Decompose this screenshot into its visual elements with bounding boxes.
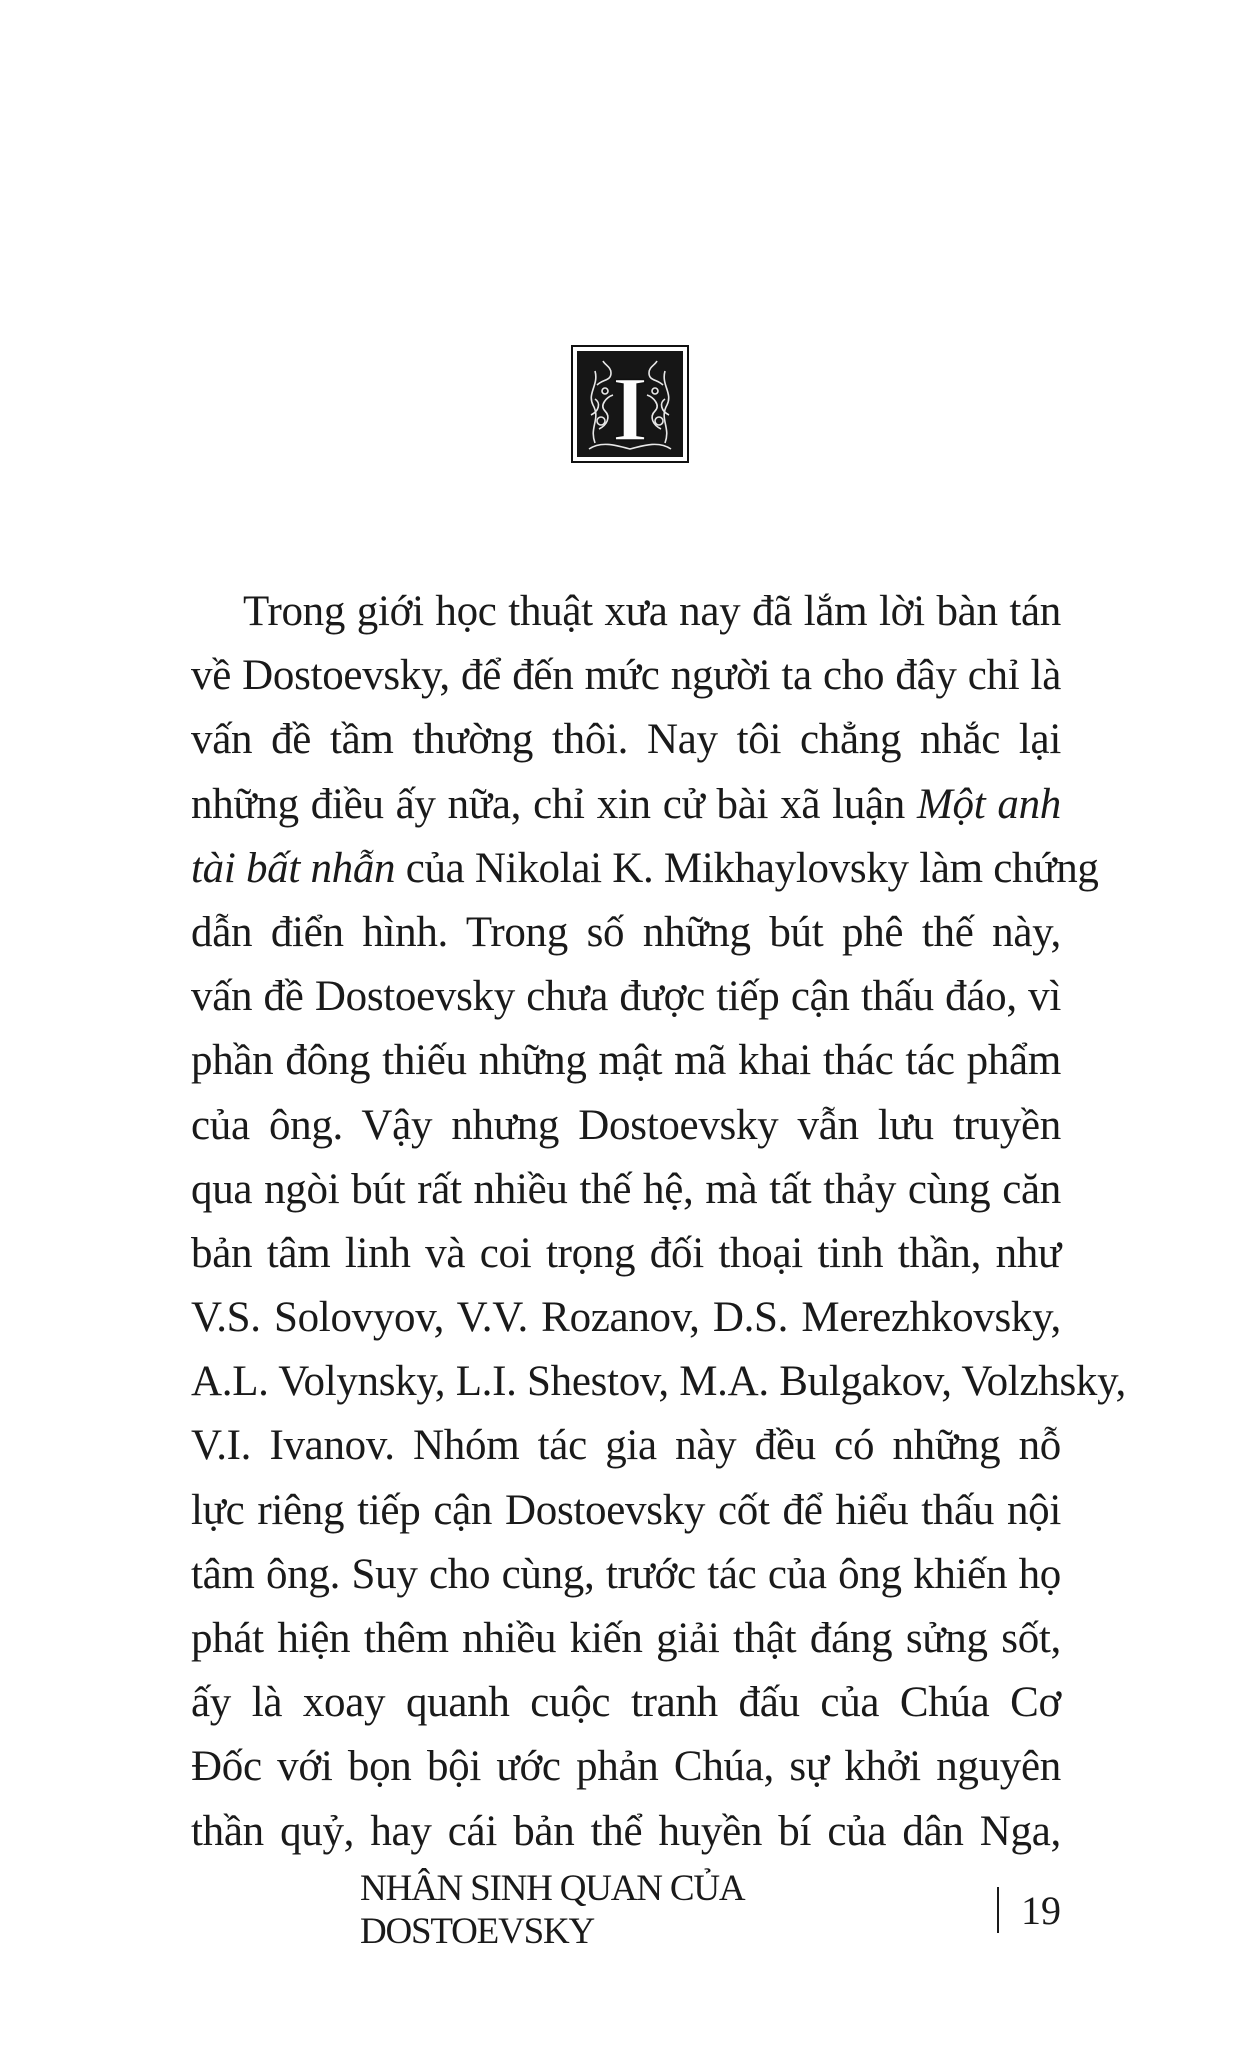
- text-line: [191, 773, 1061, 837]
- text-line: tâm ông. Suy cho cùng, trước tác của ông khiến họ: [191, 1550, 1061, 1598]
- text-line: ấy là xoay quanh cuộc tranh đấu của Chúa Cơ: [191, 1679, 1061, 1727]
- chapter-numeral: I: [612, 358, 648, 460]
- text-line: A.L. Volynsky, L.I. Shestov, M.A. Bulgakov, Volzhsky,: [191, 1358, 1126, 1406]
- text-line: dẫn điển hình. Trong số những bút phê thế này,: [191, 908, 1061, 956]
- ornamental-initial-icon: [571, 345, 689, 463]
- page-number: 19: [1021, 1887, 1061, 1933]
- italic-title: Một anh: [917, 780, 1061, 828]
- body-paragraph: [191, 580, 1126, 1864]
- page-footer: [360, 1868, 1061, 1952]
- text-line: Đốc với bọn bội ước phản Chúa, sự khởi nguyên: [191, 1743, 1061, 1791]
- text-line: vấn đề tầm thường thôi. Nay tôi chẳng nhắc lại: [191, 716, 1061, 764]
- text-line: qua ngòi bút rất nhiều thế hệ, mà tất thảy cùng căn: [191, 1165, 1061, 1213]
- chapter-ornament: [571, 345, 689, 463]
- text-line: phần đông thiếu những mật mã khai thác tác phẩm: [191, 1037, 1061, 1085]
- text-line: Trong giới học thuật xưa nay đã lắm lời bàn tán: [243, 588, 1061, 635]
- text-line: lực riêng tiếp cận Dostoevsky cốt để hiểu thấu nội: [191, 1486, 1061, 1534]
- text-line: V.S. Solovyov, V.V. Rozanov, D.S. Merezhkovsky,: [191, 1294, 1061, 1342]
- text-line: bản tâm linh và coi trọng đối thoại tinh thần, như: [191, 1229, 1061, 1277]
- text-line: phát hiện thêm nhiều kiến giải thật đáng sửng sốt,: [191, 1615, 1061, 1662]
- text-line: của ông. Vậy nhưng Dostoevsky vẫn lưu truyền: [191, 1101, 1061, 1149]
- footer-divider: [997, 1887, 999, 1933]
- text-line: V.I. Ivanov. Nhóm tác gia này đều có những nỗ: [191, 1422, 1061, 1470]
- text-line: về Dostoevsky, để đến mức người ta cho đây chỉ là: [191, 652, 1061, 700]
- italic-title: tài bất nhẫn: [191, 844, 396, 892]
- text-line: thần quỷ, hay cái bản thể huyền bí của dân Nga,: [191, 1807, 1061, 1855]
- text-segment: những điều ấy nữa, chỉ xin cử bài xã luận: [191, 780, 918, 828]
- text-segment: của Nikolai K. Mikhaylovsky làm chứng: [395, 844, 1099, 892]
- running-head: NHÂN SINH QUAN CỦA DOSTOEVSKY: [360, 1868, 743, 1952]
- text-line: vấn đề Dostoevsky chưa được tiếp cận thấu đáo, vì: [191, 973, 1061, 1021]
- text-line: [191, 837, 1099, 901]
